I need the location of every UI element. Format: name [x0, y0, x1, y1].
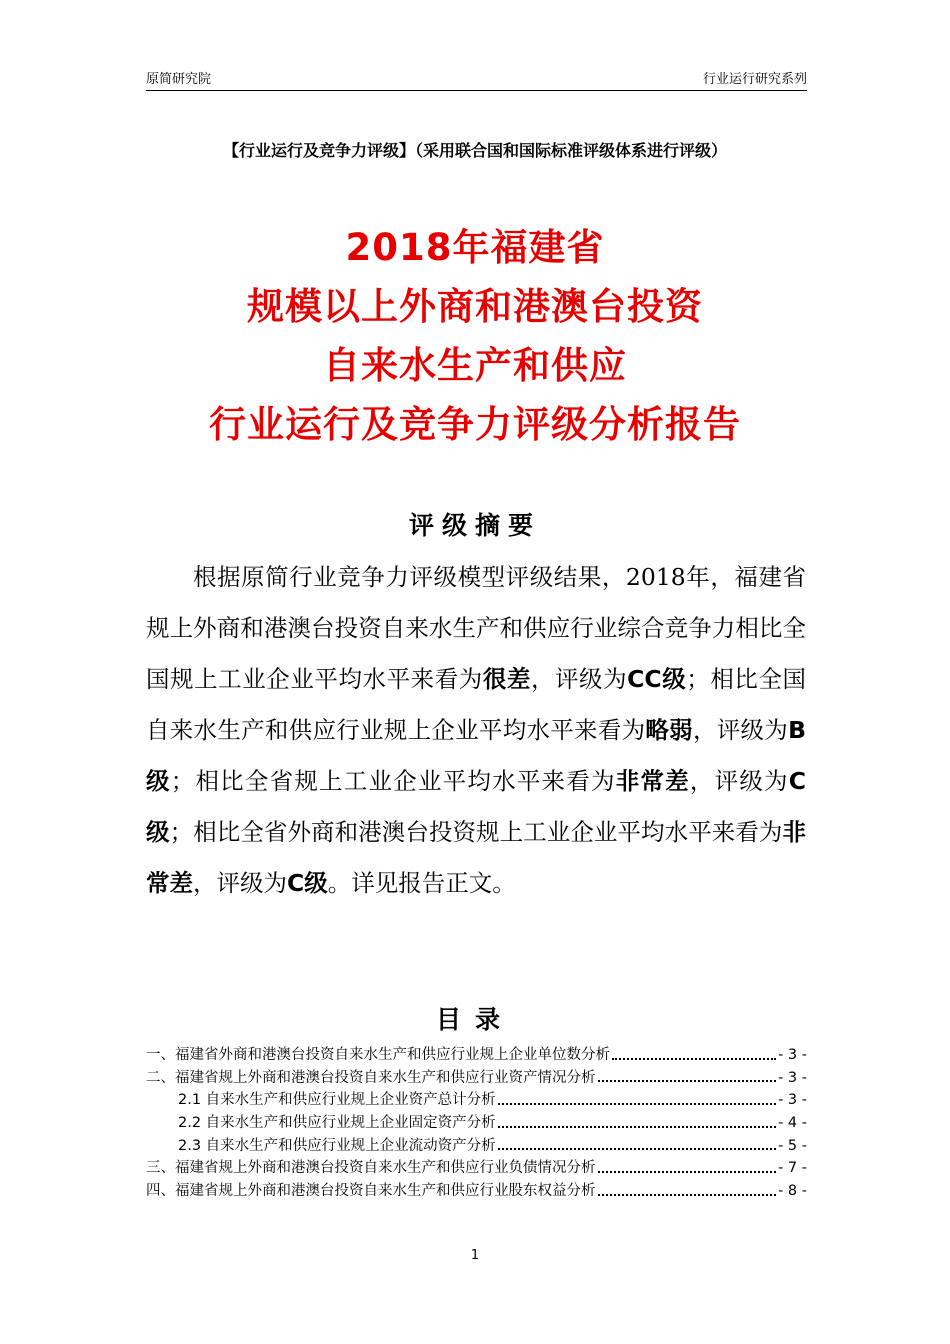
summary-grade: C级: [146, 767, 807, 846]
toc-leader-dots: [598, 1079, 777, 1082]
toc-entry-label[interactable]: 三、福建省规上外商和港澳台投资自来水生产和供应行业负债情况分析: [146, 1160, 596, 1177]
header-publisher: 原简研究院: [146, 72, 212, 87]
toc-leader-dots: [498, 1147, 776, 1150]
summary-emphasis: 略弱: [645, 716, 693, 744]
toc-leader-dots: [598, 1170, 777, 1173]
toc-entry-page: - 8 -: [778, 1183, 807, 1200]
toc-entry-page: - 3 -: [778, 1069, 807, 1086]
toc-entry-page: - 5 -: [778, 1137, 807, 1154]
title-line: 自来水生产和供应: [323, 344, 627, 387]
summary-text: ，评级为: [689, 767, 789, 795]
toc-entry[interactable]: [146, 1066, 807, 1089]
summary-grade: C级: [287, 869, 328, 897]
toc-entry-page: - 4 -: [778, 1115, 807, 1132]
toc-leader-dots: [612, 1057, 776, 1060]
summary-emphasis: 很差: [482, 665, 531, 693]
summary-text: ，评级为: [692, 716, 789, 744]
toc-entry-page: - 7 -: [778, 1160, 807, 1177]
toc-entry-page: - 3 -: [778, 1047, 807, 1063]
toc-entry-label[interactable]: 二、福建省规上外商和港澳台投资自来水生产和供应行业资产情况分析: [146, 1069, 596, 1086]
toc-entry[interactable]: [146, 1156, 807, 1179]
summary-body: [146, 552, 806, 909]
page-number: 1: [470, 1248, 480, 1263]
toc-entry-page: - 3 -: [778, 1092, 807, 1109]
header-series: 行业运行研究系列: [702, 72, 807, 87]
toc-heading: 目录: [435, 1005, 514, 1034]
toc-subentry[interactable]: [146, 1134, 807, 1157]
toc-entry-label[interactable]: 一、福建省外商和港澳台投资自来水生产和供应行业规上企业单位数分析: [146, 1047, 610, 1063]
summary-text: ；相比全省外商和港澳台投资规上工业企业平均水平来看为: [169, 818, 783, 846]
toc-leader-dots: [598, 1193, 777, 1196]
table-of-contents: [146, 1043, 807, 1202]
summary-emphasis: 非常差: [615, 767, 690, 795]
toc-leader-dots: [498, 1102, 776, 1105]
title-line: 规模以上外商和港澳台投资: [247, 285, 703, 328]
title-line: 2018年福建省: [345, 226, 605, 269]
summary-grade: B级: [146, 716, 807, 795]
report-title: [0, 218, 950, 454]
summary-text: ；相比全国自来水生产和供应行业规上企业平均水平来看为: [146, 665, 807, 744]
summary-grade: CC级: [627, 665, 687, 693]
summary-text: ；相比全省规上工业企业平均水平来看为: [170, 767, 616, 795]
title-line: 行业运行及竞争力评级分析报告: [209, 403, 741, 446]
summary-text: ，评级为: [530, 665, 628, 693]
toc-entry-label[interactable]: 2.3 自来水生产和供应行业规上企业流动资产分析: [178, 1137, 496, 1154]
summary-emphasis: 非常差: [146, 818, 807, 897]
toc-entry[interactable]: [146, 1179, 807, 1202]
summary-text: 。详见报告正文。: [327, 869, 516, 897]
toc-entry-label[interactable]: 四、福建省规上外商和港澳台投资自来水生产和供应行业股东权益分析: [146, 1183, 596, 1200]
toc-leader-dots: [498, 1125, 776, 1128]
toc-subentry[interactable]: [146, 1111, 807, 1134]
toc-subentry[interactable]: [146, 1088, 807, 1111]
toc-entry[interactable]: [146, 1043, 807, 1066]
summary-heading: 评级摘要: [408, 511, 541, 540]
summary-paragraph: [146, 552, 806, 909]
summary-text: ，评级为: [193, 869, 287, 897]
rating-tagline: 【行业运行及竞争力评级】（采用联合国和国际标准评级体系进行评级）: [222, 141, 727, 160]
toc-entry-label[interactable]: 2.2 自来水生产和供应行业规上企业固定资产分析: [178, 1115, 496, 1132]
page-header: [146, 66, 807, 91]
summary-text: 根据原简行业竞争力评级模型评级结果，2018年，福建省规上外商和港澳台投资自来水生产和供应行业综合竞争力相比全国规上工业企业平均水平来看为: [146, 563, 806, 693]
toc-entry-label[interactable]: 2.1 自来水生产和供应行业规上企业资产总计分析: [178, 1092, 496, 1109]
